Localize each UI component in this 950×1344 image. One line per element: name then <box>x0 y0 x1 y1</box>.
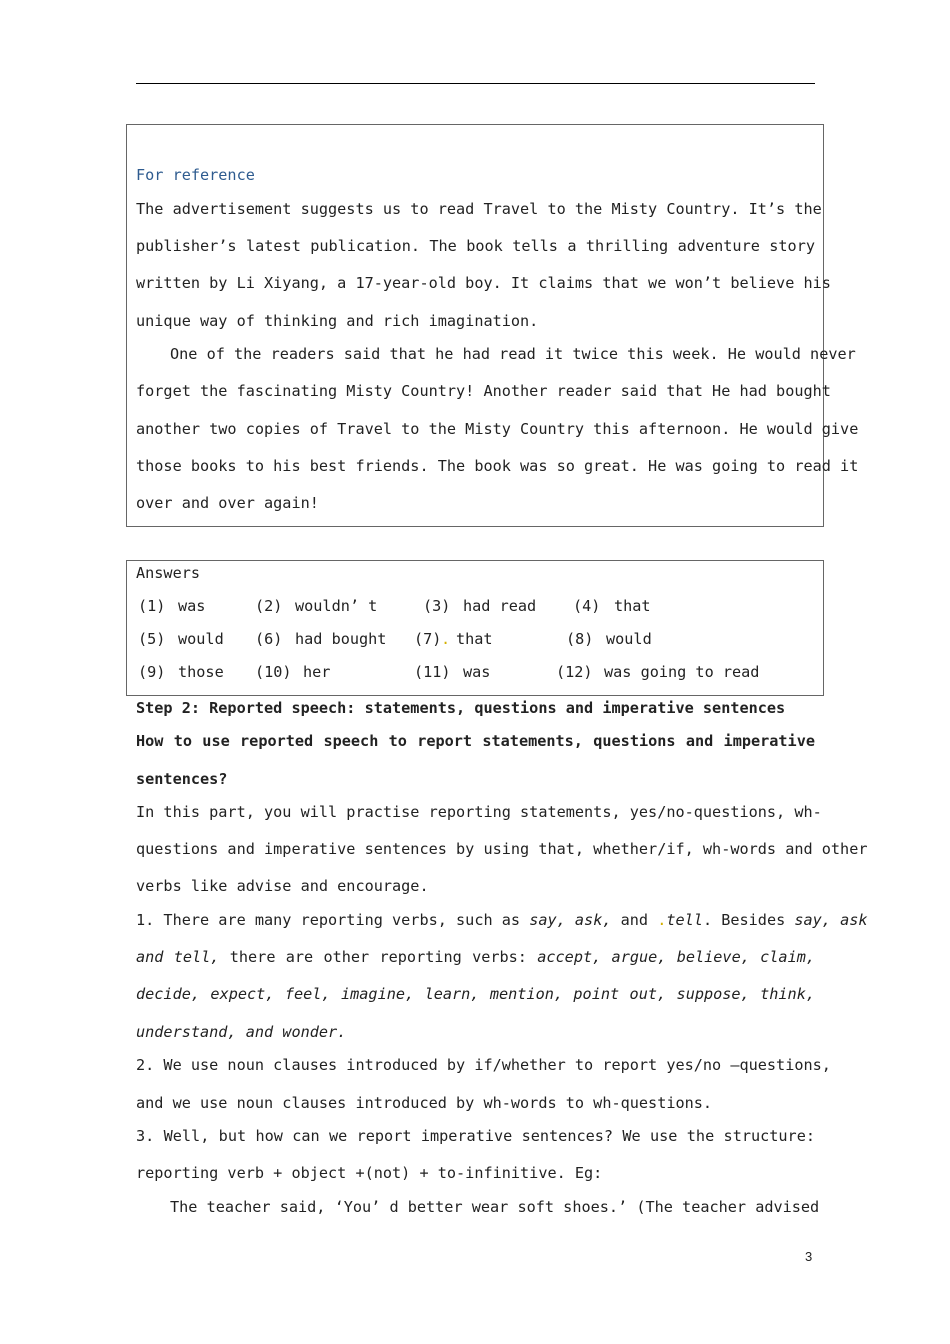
point1-text: 1. There are many reporting verbs, such as <box>136 911 530 929</box>
answer-text: would <box>178 630 224 648</box>
answer-text: was <box>463 663 491 681</box>
point1-line <box>136 911 868 929</box>
answers-row <box>136 663 816 683</box>
point1-italic: say, ask, <box>529 911 612 929</box>
point1-italic: and tell, <box>136 948 220 966</box>
step2-question-line: sentences? <box>136 770 228 788</box>
answer-text: was <box>178 597 206 615</box>
answer-number: (8) <box>566 630 594 648</box>
answer-number: (1) <box>138 597 166 615</box>
answer-number: (12) <box>556 663 593 681</box>
answer-text: that <box>456 630 493 648</box>
answer-number: (2) <box>255 597 283 615</box>
point1-italic: accept, argue, believe, claim, <box>537 948 816 966</box>
reference-paragraph-line: The advertisement suggests us to read Travel to the Misty Country. It’s the <box>136 200 822 218</box>
answers-row <box>136 630 816 650</box>
page-number: 3 <box>805 1249 813 1264</box>
answer-text: was going to read <box>604 663 760 681</box>
point1-text: and <box>611 911 658 929</box>
point1-italic: say, ask <box>794 911 868 929</box>
answer-number: (11) <box>414 663 451 681</box>
answer-text: those <box>178 663 224 681</box>
reference-paragraph-line: another two copies of Travel to the Misty Country this afternoon. He would give <box>136 420 859 438</box>
reference-paragraph-line: written by Li Xiyang, a 17-year-old boy. It claims that we won’t believe his <box>136 274 831 292</box>
answer-text: had bought <box>295 630 387 648</box>
point1-line: decide, expect, feel, imagine, learn, mention, point out, suppose, think, <box>136 985 815 1003</box>
reference-title: For reference <box>136 166 255 184</box>
point1-text: . Besides <box>702 911 795 929</box>
answer-text: wouldn’ t <box>295 597 378 615</box>
point2-line: and we use noun clauses introduced by wh-words to wh-questions. <box>136 1094 713 1112</box>
point3-line: reporting verb + object +(not) + to-infinitive. Eg: <box>136 1164 603 1182</box>
answer-number: (6) <box>255 630 283 648</box>
step2-question-line: How to use reported speech to report statements, questions and imperative <box>136 732 815 750</box>
point1-line: understand, and wonder. <box>136 1023 347 1041</box>
intro-line: In this part, you will practise reporting statements, yes/no-questions, wh- <box>136 803 822 821</box>
point3-line: 3. Well, but how can we report imperative sentences? We use the structure: <box>136 1127 815 1145</box>
answer-number: (4) <box>573 597 601 615</box>
intro-line: questions and imperative sentences by using that, whether/if, wh-words and other <box>136 840 868 858</box>
point1-italic: tell <box>666 911 703 929</box>
answer-text: her <box>303 663 331 681</box>
step2-heading: Step 2: Reported speech: statements, questions and imperative sentences <box>136 699 786 717</box>
answer-number: (7) <box>414 630 442 648</box>
answers-row <box>136 597 816 617</box>
reference-paragraph-line: publisher’s latest publication. The book tells a thrilling adventure story <box>136 237 815 255</box>
answer-text: would <box>606 630 652 648</box>
highlight-mark: . <box>441 630 451 648</box>
reference-paragraph-line: forget the fascinating Misty Country! Another reader said that He had bought <box>136 382 831 400</box>
header-rule <box>136 83 815 84</box>
reference-paragraph-line: unique way of thinking and rich imagination. <box>136 312 539 330</box>
reference-paragraph-line: over and over again! <box>136 494 319 512</box>
reference-paragraph-line: those books to his best friends. The book was so great. He was going to read it <box>136 457 859 475</box>
answer-number: (9) <box>138 663 166 681</box>
answers-heading: Answers <box>136 564 201 582</box>
point1-line <box>136 948 815 966</box>
highlight-mark: . <box>657 911 667 929</box>
reference-paragraph-line: One of the readers said that he had read it twice this week. He would never <box>170 345 856 363</box>
intro-line: verbs like advise and encourage. <box>136 877 429 895</box>
answer-text: that <box>614 597 651 615</box>
answer-number: (10) <box>255 663 292 681</box>
point1-text: there are other reporting verbs: <box>219 948 538 966</box>
example-line: The teacher said, ‘You’ d better wear soft shoes.’ (The teacher advised <box>170 1198 820 1216</box>
point2-line: 2. We use noun clauses introduced by if/whether to report yes/no –questions, <box>136 1056 831 1074</box>
answer-number: (5) <box>138 630 166 648</box>
answer-number: (3) <box>423 597 451 615</box>
answer-text: had read <box>463 597 537 615</box>
